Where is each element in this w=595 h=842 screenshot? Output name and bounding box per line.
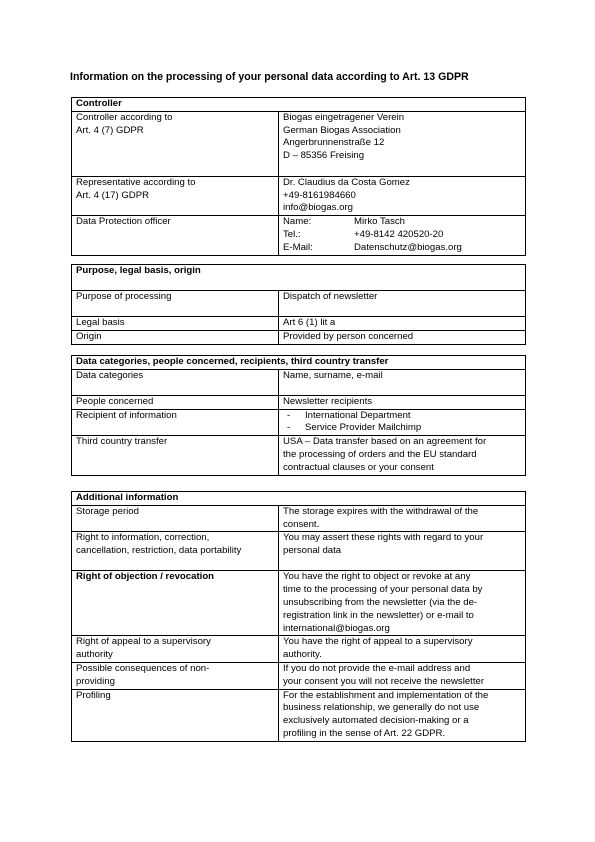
third-country-value: USA – Data transfer based on an agreement for the processing of orders and the EU standard contractual clauses or your consent: [279, 436, 526, 475]
additional-table: [71, 491, 526, 742]
data-categories-value: Name, surname, e-mail: [279, 369, 526, 395]
consequences-label: Possible consequences of non- providing: [72, 662, 279, 689]
legal-basis-value: Art 6 (1) lit a: [279, 317, 526, 331]
people-concerned-value: Newsletter recipients: [279, 395, 526, 409]
controller-heading: Controller: [72, 98, 526, 112]
controller-label: Controller according to Art. 4 (7) GDPR: [72, 111, 279, 176]
recipient-label: Recipient of information: [72, 409, 279, 436]
list-item: - International Department: [287, 409, 411, 421]
third-country-label: Third country transfer: [72, 436, 279, 475]
controller-value: Biogas eingetragener Verein German Biogas Association Angerbrunnenstraße 12 D – 85356 Freising: [279, 111, 526, 176]
profiling-value: For the establishment and implementation of the business relationship, we generally do not use exclusively automated decision-making or a profiling in the sense of Art. 22 GDPR.: [279, 689, 526, 741]
rights-label: Right to information, correction, cancellation, restriction, data portability: [72, 532, 279, 571]
origin-value: Provided by person concerned: [279, 330, 526, 344]
document-title: Information on the processing of your personal data according to Art. 13 GDPR: [70, 71, 469, 83]
purpose-label: Purpose of processing: [72, 291, 279, 317]
list-item: - Service Provider Mailchimp: [287, 422, 422, 434]
purpose-value: Dispatch of newsletter: [279, 291, 526, 317]
representative-value: Dr. Claudius da Costa Gomez +49-8161984660 info@biogas.org: [279, 176, 526, 215]
controller-table: [71, 97, 526, 256]
appeal-value: You have the right of appeal to a supervisory authority.: [279, 636, 526, 663]
purpose-table: [71, 264, 526, 345]
purpose-heading: Purpose, legal basis, origin: [72, 265, 526, 291]
origin-label: Origin: [72, 330, 279, 344]
storage-label: Storage period: [72, 505, 279, 532]
categories-table: [71, 355, 526, 476]
categories-heading: Data categories, people concerned, recipients, third country transfer: [72, 356, 526, 370]
data-categories-label: Data categories: [72, 369, 279, 395]
objection-label: Right of objection / revocation: [72, 571, 279, 636]
additional-heading: Additional information: [72, 492, 526, 506]
appeal-label: Right of appeal to a supervisory authority: [72, 636, 279, 663]
profiling-label: Profiling: [72, 689, 279, 741]
consequences-value: If you do not provide the e-mail address and your consent you will not receive the newsletter: [279, 662, 526, 689]
rights-value: You may assert these rights with regard to your personal data: [279, 532, 526, 571]
representative-label: Representative according to Art. 4 (17) GDPR: [72, 176, 279, 215]
dpo-label: Data Protection officer: [72, 216, 279, 255]
objection-value: You have the right to object or revoke at any time to the processing of your personal data by unsubscribing from the newsletter (via the de- registration link in the newsletter) or e-mail to international@biogas.org: [279, 571, 526, 636]
dpo-value: Name: Mirko Tasch Tel.: +49-8142 420520-20 E-Mail: Datenschutz@biogas.org: [279, 216, 526, 255]
storage-value: The storage expires with the withdrawal of the consent.: [279, 505, 526, 532]
legal-basis-label: Legal basis: [72, 317, 279, 331]
people-concerned-label: People concerned: [72, 395, 279, 409]
recipient-value: [279, 409, 526, 436]
